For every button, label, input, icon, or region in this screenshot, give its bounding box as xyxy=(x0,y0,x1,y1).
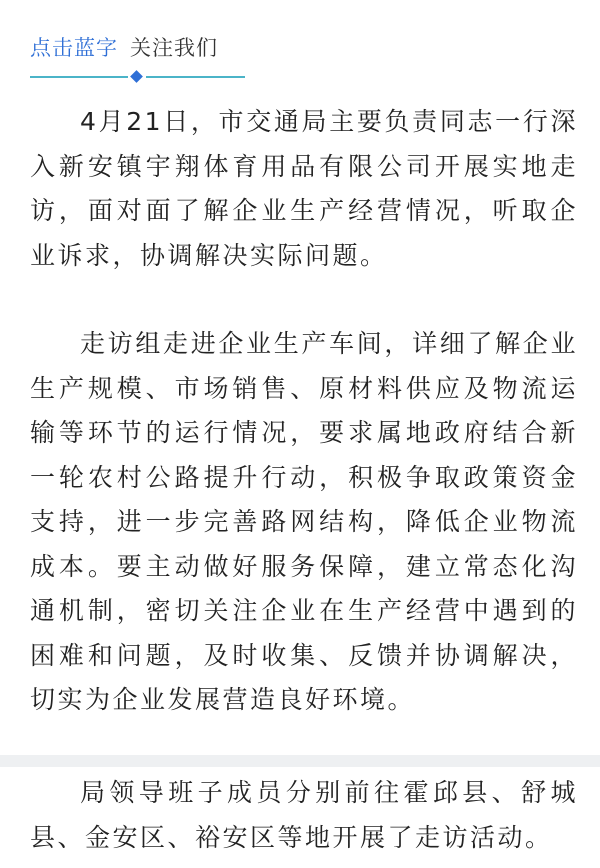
follow-divider xyxy=(30,69,245,85)
diamond-icon xyxy=(130,70,143,83)
follow-blue-link[interactable]: 点击蓝字 xyxy=(30,36,118,60)
article-paragraph-3: 局领导班子成员分别前往霍邱县、舒城县、金安区、裕安区等地开展了走访活动。 xyxy=(30,778,578,852)
section-separator-band xyxy=(0,755,600,767)
follow-us-header[interactable] xyxy=(30,30,245,85)
divider-line-left xyxy=(30,76,128,78)
divider-line-right xyxy=(146,76,245,78)
follow-us-label: 关注我们 xyxy=(130,36,218,60)
article-paragraph-2: 走访组走进企业生产车间，详细了解企业生产规模、市场销售、原材料供应及物流运输等环节的运行情况，要求属地政府结合新一轮农村公路提升行动，积极争取政策资金支持，进一步完善路网结构，降低企业物流成本。要主动做好服务保障，建立常态化沟通机制，密切关注企业在生产经营中遇到的困难和问题，及时收集、反馈并协调解决，切实为企业发展营造良好环境。 xyxy=(30,329,578,714)
follow-us-text[interactable] xyxy=(30,30,245,66)
article-paragraph-1: 4月21日，市交通局主要负责同志一行深入新安镇宇翔体育用品有限公司开展实地走访，面对面了解企业生产经营情况，听取企业诉求，协调解决实际问题。 xyxy=(30,107,578,270)
